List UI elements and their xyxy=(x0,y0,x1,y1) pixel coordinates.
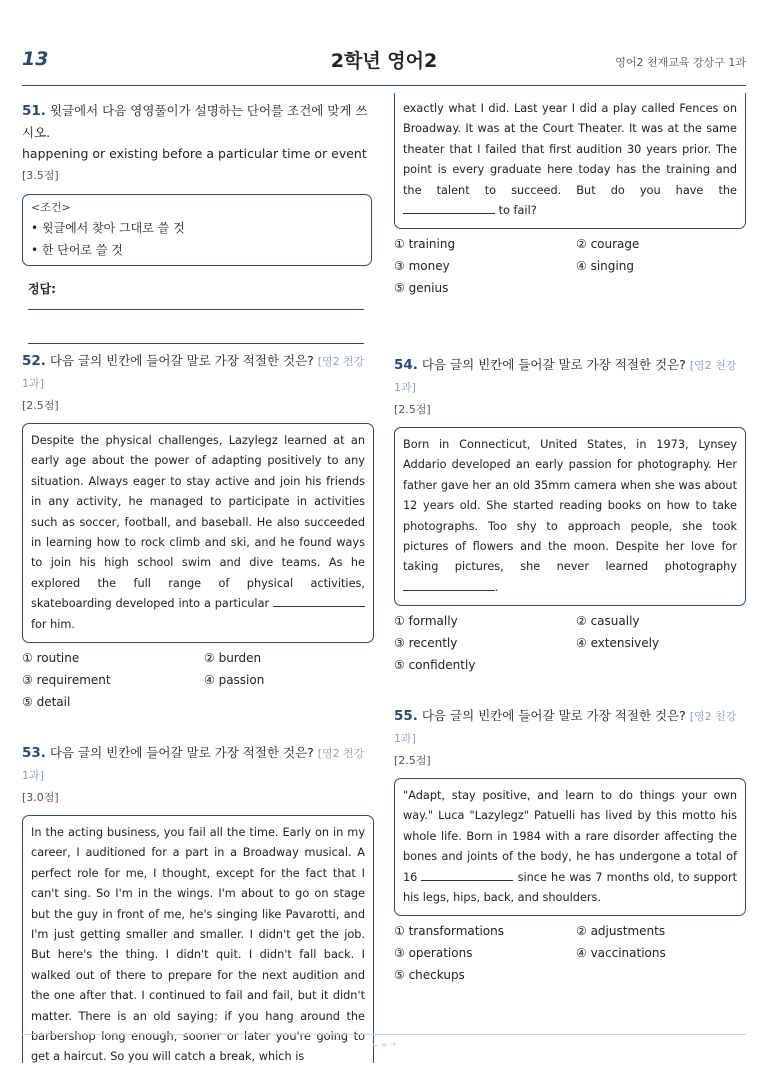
passage-text: In the acting business, you fail all the time. Early on in my career, I auditioned for a part in a Broadway musical. A perfect role for me, I thought, except for the fact that I can't sing. So I'm in the wings. I'm about to go on stage but the guy in front of me, he's singing like Pavarotti, and I'm just getting smaller and smaller. I didn't get the job. But here's the thing. I didn't quit. I didn't fall back. I walked out of there to prepare for the next audition and the one after that. I continued to fail and fail, but it didn't matter. There is an old saying: if you hang around the barbershop long enough, sooner or later you're going to get a haircut. So you will catch a break, which is xyxy=(31,826,365,1063)
choice-4[interactable]: ④ extensively xyxy=(576,636,660,651)
passage-text: for him. xyxy=(31,617,76,631)
question-score: [2.5점] xyxy=(394,403,431,416)
choice-5[interactable]: ⑤ confidently xyxy=(394,658,476,673)
question-text: 윗글에서 다음 영영풀이가 설명하는 단어를 조건에 맞게 쓰시오. xyxy=(22,103,368,140)
passage-text: Born in Connecticut, United States, in 1973, Lynsey Addario developed an early passion for photography. Her father gave her an old 35mm camera when she was about 12 years old. She started reading books on how to take photographs. Too shy to approach people, she took pictures of flowers and the moon. Despite her love for taking pictures, she never learned photography xyxy=(403,438,737,574)
condition-item: • 한 단어로 쓸 것 xyxy=(31,243,123,257)
choice-5[interactable]: ⑤ checkups xyxy=(394,968,465,983)
question-score: [3.5점] xyxy=(22,169,59,182)
choice-5[interactable]: ⑤ detail xyxy=(22,695,71,710)
question-tag: [영2 천강 1과] xyxy=(22,355,365,390)
question-text: 다음 글의 빈칸에 들어갈 말로 가장 적절한 것은? xyxy=(421,708,686,723)
answer-label: 정답: xyxy=(28,282,56,296)
answer-line[interactable] xyxy=(28,343,364,344)
condition-heading: <조건> xyxy=(31,201,71,214)
choice-list xyxy=(394,612,746,675)
footer-mark: ᄂᄋᄀ xyxy=(370,1044,398,1054)
question-54-title xyxy=(394,354,746,420)
question-55 xyxy=(394,705,746,985)
question-score: [3.0점] xyxy=(22,791,59,804)
answer-blank xyxy=(421,870,513,881)
answer-line[interactable] xyxy=(28,309,364,310)
question-number: 53. xyxy=(22,745,46,761)
question-55-title xyxy=(394,705,746,771)
passage-text: "Adapt, stay positive, and learn to do things your own way." Luca "Lazylegz" Patuelli has lived by this motto his whole life. Born in 1984 with a rare disorder affecting the bones and joints of the body, he has undergone a total of 16 xyxy=(403,789,737,884)
question-54 xyxy=(394,354,746,675)
choice-list xyxy=(22,649,374,712)
question-52-title xyxy=(22,350,374,416)
question-tag: [영2 천강 1과] xyxy=(22,747,365,782)
choice-2[interactable]: ② adjustments xyxy=(576,924,666,939)
page-subtitle: 영어2 천재교육 강상구 1과 xyxy=(615,56,746,69)
question-51-title xyxy=(22,100,374,186)
condition-box xyxy=(22,194,372,266)
question-51 xyxy=(22,100,374,344)
choice-1[interactable]: ① transformations xyxy=(394,924,504,939)
choice-1[interactable]: ① routine xyxy=(22,651,80,666)
choice-3[interactable]: ③ operations xyxy=(394,946,473,961)
passage-box-part-2 xyxy=(394,93,746,229)
question-text: 다음 글의 빈칸에 들어갈 말로 가장 적절한 것은? xyxy=(421,357,686,372)
question-tag: [영2 천강 1과] xyxy=(394,359,737,394)
choice-2[interactable]: ② courage xyxy=(576,237,640,252)
passage-box xyxy=(394,778,746,916)
passage-box xyxy=(394,427,746,606)
page-header xyxy=(22,44,746,86)
question-number: 52. xyxy=(22,353,46,369)
page-title: 2학년 영어2 xyxy=(330,50,438,72)
choice-3[interactable]: ③ requirement xyxy=(22,673,111,688)
question-52 xyxy=(22,350,374,712)
question-score: [2.5점] xyxy=(22,399,59,412)
page-footer xyxy=(22,1034,746,1054)
definition-text: happening or existing before a particular time or event xyxy=(22,146,367,161)
choice-4[interactable]: ④ singing xyxy=(576,259,634,274)
passage-text: Despite the physical challenges, Lazylegz learned at an early age about the power of adapting positively to any situation. Always eager to stay active and join his friends in any activity, he managed to participate in activities such as soccer, football, and baseball. He also succeeded in learning how to rock climb and ski, and he found ways to join his high school swim and dive teams. As he explored the full range of physical activities, skateboarding developed into a particular xyxy=(31,434,365,611)
passage-text: exactly what I did. Last year I did a play called Fences on Broadway. It was at the Court Theater. It was at the same theater that I failed that first audition 30 years prior. The point is every graduate here today has the training and the talent to succeed. But do you have the xyxy=(403,102,737,197)
choice-2[interactable]: ② casually xyxy=(576,614,640,629)
choice-4[interactable]: ④ vaccinations xyxy=(576,946,666,961)
page-number: 13 xyxy=(22,48,49,70)
passage-text: . xyxy=(495,580,499,594)
condition-item: • 윗글에서 찾아 그대로 쓸 것 xyxy=(31,221,185,235)
answer-blank xyxy=(403,580,495,591)
question-number: 55. xyxy=(394,708,418,724)
passage-text: to fail? xyxy=(498,204,537,218)
answer-blank xyxy=(403,203,495,214)
choice-5[interactable]: ⑤ genius xyxy=(394,281,449,296)
choice-1[interactable]: ① training xyxy=(394,237,456,252)
choice-4[interactable]: ④ passion xyxy=(204,673,265,688)
passage-box xyxy=(22,423,374,643)
question-tag: [영2 천강 1과] xyxy=(394,710,737,745)
question-text: 다음 글의 빈칸에 들어갈 말로 가장 적절한 것은? xyxy=(49,353,314,368)
choice-2[interactable]: ② burden xyxy=(204,651,262,666)
question-53-continued xyxy=(394,93,746,298)
question-number: 51. xyxy=(22,103,46,119)
question-53 xyxy=(22,742,374,1063)
question-53-title xyxy=(22,742,374,808)
choice-list xyxy=(394,922,746,985)
question-text: 다음 글의 빈칸에 들어갈 말로 가장 적절한 것은? xyxy=(49,745,314,760)
passage-box-part-1 xyxy=(22,815,374,1063)
choice-3[interactable]: ③ money xyxy=(394,259,450,274)
choice-3[interactable]: ③ recently xyxy=(394,636,458,651)
passage-text: since he was 7 months old, to support his legs, hips, back, and shoulders. xyxy=(403,870,738,905)
question-number: 54. xyxy=(394,357,418,373)
answer-blank xyxy=(273,596,365,607)
choice-1[interactable]: ① formally xyxy=(394,614,458,629)
question-score: [2.5점] xyxy=(394,754,431,767)
choice-list xyxy=(394,235,746,298)
